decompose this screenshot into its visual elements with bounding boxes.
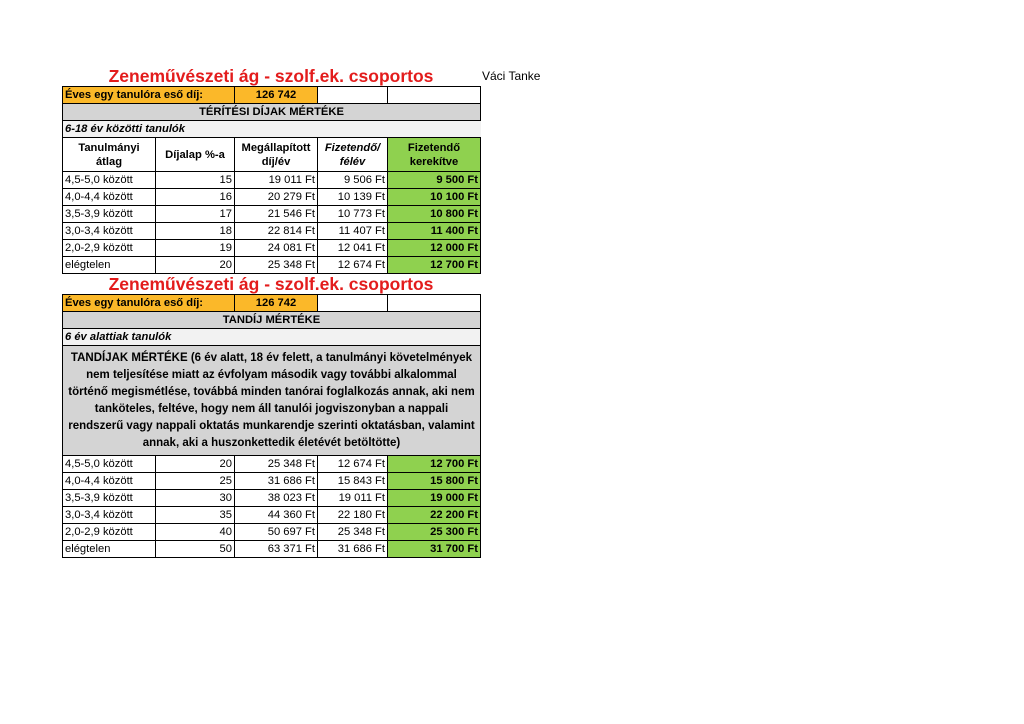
cell-rate: 30 — [156, 490, 235, 507]
empty-cell — [318, 87, 388, 104]
cell-avg: 4,0-4,4 között — [63, 473, 156, 490]
cell-avg: 4,5-5,0 között — [63, 172, 156, 189]
cell-rounded: 15 800 Ft — [388, 473, 481, 490]
empty-cell — [388, 295, 481, 312]
cell-rate: 40 — [156, 524, 235, 541]
cell-avg: 3,5-3,9 között — [63, 206, 156, 223]
cell-rate: 17 — [156, 206, 235, 223]
cell-rate: 18 — [156, 223, 235, 240]
side-note: Váci Tanke — [482, 69, 541, 83]
cell-yearly: 44 360 Ft — [235, 507, 318, 524]
cell-rounded: 25 300 Ft — [388, 524, 481, 541]
section1-group-label: 6-18 év közötti tanulók — [63, 121, 481, 138]
section1-table — [62, 86, 481, 274]
table-row — [63, 507, 481, 524]
table-row — [63, 240, 481, 257]
cell-yearly: 50 697 Ft — [235, 524, 318, 541]
cell-avg: 3,0-3,4 között — [63, 223, 156, 240]
table-row — [63, 473, 481, 490]
table-row — [63, 172, 481, 189]
cell-semester: 22 180 Ft — [318, 507, 388, 524]
cell-yearly: 25 348 Ft — [235, 456, 318, 473]
table-row — [63, 223, 481, 240]
cell-semester: 25 348 Ft — [318, 524, 388, 541]
cell-avg: 4,0-4,4 között — [63, 189, 156, 206]
header-avg: Tanulmányi átlag — [63, 138, 156, 172]
section2-group-label: 6 év alattiak tanulók — [63, 329, 481, 346]
cell-rounded: 31 700 Ft — [388, 541, 481, 558]
empty-cell — [388, 87, 481, 104]
cell-yearly: 20 279 Ft — [235, 189, 318, 206]
cell-rounded: 22 200 Ft — [388, 507, 481, 524]
section1-band-title: TÉRÍTÉSI DÍJAK MÉRTÉKE — [63, 104, 481, 121]
cell-avg: elégtelen — [63, 541, 156, 558]
section2-paragraph: TANDÍJAK MÉRTÉKE (6 év alatt, 18 év felett, a tanulmányi követelmények nem teljesítése miatt az évfolyam második vagy további alkalommal történő megismétlése, továbbá minden tanórai foglalkozás annak, aki nem tanköteles, feltéve, hogy nem áll tanulói jogviszonyban a nappali rendszerű vagy nappali oktatás munkarendje szerinti oktatásban, valamint annak, aki a huszonkettedik életévét betöltötte) — [63, 346, 481, 456]
cell-rate: 16 — [156, 189, 235, 206]
section1-fee-value: 126 742 — [235, 87, 318, 104]
section2-table — [62, 294, 481, 558]
section2-title: Zeneművészeti ág - szolf.ek. csoportos — [108, 274, 434, 294]
cell-rounded: 12 000 Ft — [388, 240, 481, 257]
section2-fee-label: Éves egy tanulóra eső díj: — [63, 295, 235, 312]
cell-avg: 2,0-2,9 között — [63, 240, 156, 257]
cell-rounded: 19 000 Ft — [388, 490, 481, 507]
cell-rate: 50 — [156, 541, 235, 558]
cell-semester: 10 139 Ft — [318, 189, 388, 206]
table-row — [63, 189, 481, 206]
cell-yearly: 19 011 Ft — [235, 172, 318, 189]
cell-yearly: 22 814 Ft — [235, 223, 318, 240]
header-rounded: Fizetendő kerekítve — [388, 138, 481, 172]
cell-yearly: 38 023 Ft — [235, 490, 318, 507]
section1-title: Zeneművészeti ág - szolf.ek. csoportos — [108, 66, 434, 86]
table-row — [63, 541, 481, 558]
cell-rate: 25 — [156, 473, 235, 490]
table-row — [63, 490, 481, 507]
cell-semester: 31 686 Ft — [318, 541, 388, 558]
section2-fee-value: 126 742 — [235, 295, 318, 312]
cell-semester: 12 674 Ft — [318, 456, 388, 473]
cell-yearly: 63 371 Ft — [235, 541, 318, 558]
header-rate: Díjalap %-a — [156, 138, 235, 172]
cell-rounded: 9 500 Ft — [388, 172, 481, 189]
cell-avg: 2,0-2,9 között — [63, 524, 156, 541]
cell-rate: 19 — [156, 240, 235, 257]
cell-rate: 20 — [156, 456, 235, 473]
empty-cell — [318, 295, 388, 312]
cell-rounded: 12 700 Ft — [388, 456, 481, 473]
cell-avg: elégtelen — [63, 257, 156, 274]
cell-rate: 15 — [156, 172, 235, 189]
cell-rounded: 10 100 Ft — [388, 189, 481, 206]
cell-semester: 11 407 Ft — [318, 223, 388, 240]
cell-semester: 12 041 Ft — [318, 240, 388, 257]
table-row — [63, 456, 481, 473]
table-row — [63, 206, 481, 223]
cell-semester: 19 011 Ft — [318, 490, 388, 507]
fee-sheet — [62, 66, 480, 558]
cell-rounded: 10 800 Ft — [388, 206, 481, 223]
cell-yearly: 21 546 Ft — [235, 206, 318, 223]
cell-yearly: 24 081 Ft — [235, 240, 318, 257]
cell-semester: 15 843 Ft — [318, 473, 388, 490]
cell-avg: 3,0-3,4 között — [63, 507, 156, 524]
section1-fee-label: Éves egy tanulóra eső díj: — [63, 87, 235, 104]
cell-yearly: 31 686 Ft — [235, 473, 318, 490]
header-semester: Fizetendő/ félév — [318, 138, 388, 172]
cell-avg: 4,5-5,0 között — [63, 456, 156, 473]
cell-yearly: 25 348 Ft — [235, 257, 318, 274]
cell-rounded: 12 700 Ft — [388, 257, 481, 274]
cell-rounded: 11 400 Ft — [388, 223, 481, 240]
cell-semester: 12 674 Ft — [318, 257, 388, 274]
cell-semester: 10 773 Ft — [318, 206, 388, 223]
cell-semester: 9 506 Ft — [318, 172, 388, 189]
table-row — [63, 257, 481, 274]
cell-rate: 20 — [156, 257, 235, 274]
cell-avg: 3,5-3,9 között — [63, 490, 156, 507]
section2-band-title: TANDÍJ MÉRTÉKE — [63, 312, 481, 329]
cell-rate: 35 — [156, 507, 235, 524]
table-row — [63, 524, 481, 541]
header-yearly: Megállapított díj/év — [235, 138, 318, 172]
